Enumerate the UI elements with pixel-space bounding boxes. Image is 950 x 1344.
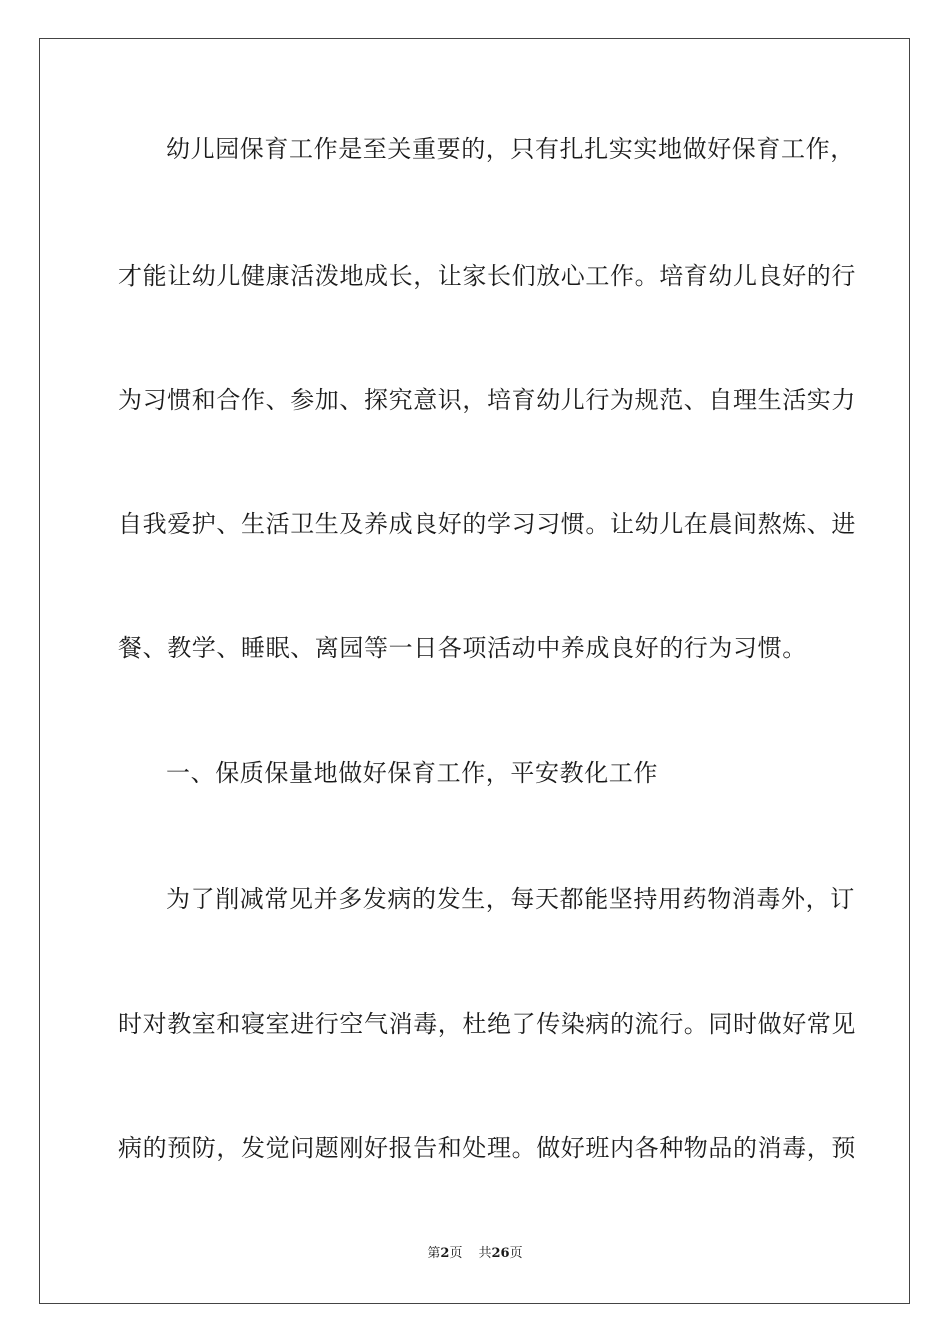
paragraph-line-1: 幼儿园保育工作是至关重要的，只有扎扎实实地做好保育工作， [166,135,855,163]
paragraph-line-8: 时对教室和寝室进行空气消毒，杜绝了传染病的流行。同时做好常见 [118,1010,856,1038]
page-border [39,38,910,1304]
footer-total-suffix: 页 [509,1246,523,1261]
page-footer [0,1245,950,1263]
section-heading: 一、保质保量地做好保育工作，平安教化工作 [166,759,658,787]
footer-page-number: 2 [440,1246,450,1261]
footer-total-pages: 26 [491,1246,510,1261]
paragraph-line-3: 为习惯和合作、参加、探究意识，培育幼儿行为规范、自理生活实力 [118,386,856,414]
paragraph-line-2: 才能让幼儿健康活泼地成长，让家长们放心工作。培育幼儿良好的行 [118,262,856,290]
footer-total-prefix: 共 [478,1246,492,1261]
paragraph-line-4: 自我爱护、生活卫生及养成良好的学习习惯。让幼儿在晨间熬炼、进 [118,510,856,538]
footer-page-suffix: 页 [449,1246,463,1261]
paragraph-line-5: 餐、教学、睡眠、离园等一日各项活动中养成良好的行为习惯。 [118,634,807,662]
paragraph-line-7: 为了削减常见并多发病的发生，每天都能坚持用药物消毒外，订 [166,885,855,913]
paragraph-line-9: 病的预防，发觉问题刚好报告和处理。做好班内各种物品的消毒，预 [118,1134,856,1162]
footer-page-prefix: 第 [427,1246,441,1261]
